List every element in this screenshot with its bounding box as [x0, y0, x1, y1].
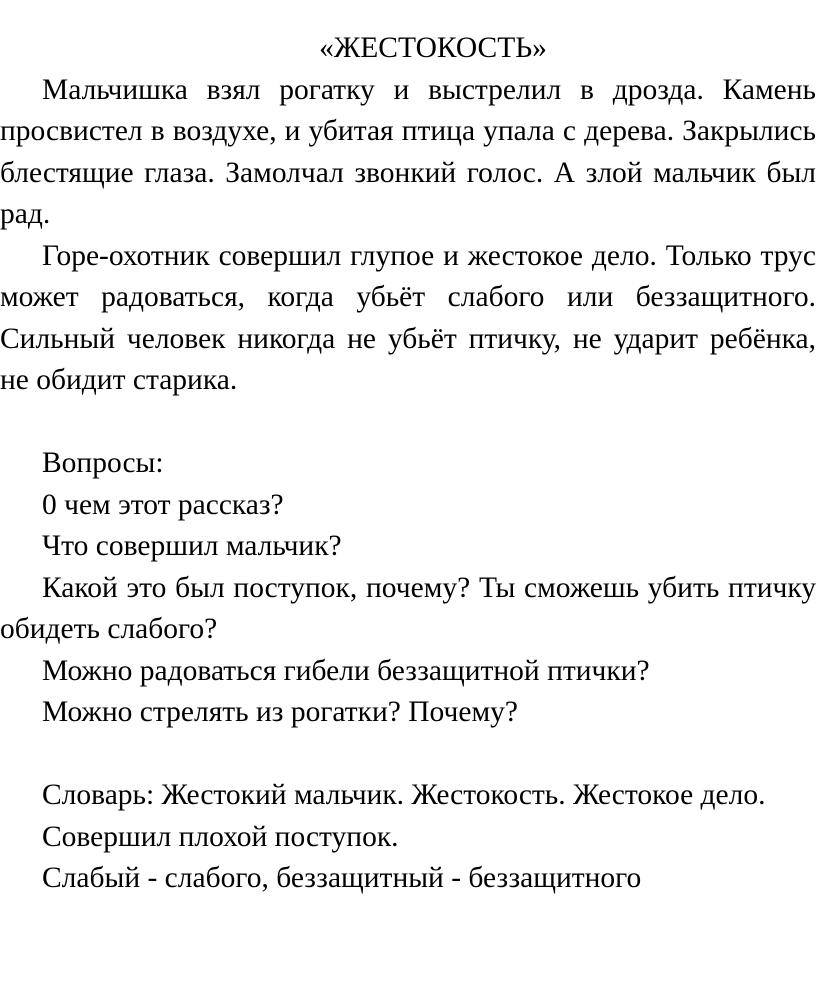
vocabulary-intro: Словарь: Жестокий мальчик. Жестокость. Жестокое дело. — [42, 779, 766, 811]
story-paragraph-2: Горе-охотник совершил глупое и жестокое дело. Только трус может радоваться, когда убьёт слабого или беззащитного. Сильный человек никогда не убьёт птичку, не ударит ребёнка, не обидит старика. — [0, 239, 816, 396]
question-item: Можно стрелять из рогатки? Почему? — [42, 696, 518, 728]
question-item: 0 чем этот рассказ? — [42, 488, 284, 521]
document-title: «ЖЕСТОКОСТЬ» — [319, 32, 547, 64]
vocabulary-line: Слабый - слабого, беззащитный - беззащитного — [42, 862, 642, 894]
questions-heading: Вопросы: — [42, 447, 164, 479]
document-page — [0, 28, 816, 900]
vocabulary-line: Совершил плохой поступок. — [42, 820, 399, 853]
spacer — [0, 734, 816, 776]
story-paragraph-1: Мальчишка взял рогатку и выстрелил в дрозда. Камень просвистел в воздухе, и убитая птица упала с дерева. Закрылись блестящие глаза. Замолчал звонкий голос. А злой мальчик был рад. — [0, 73, 816, 230]
question-item: Можно радоваться гибели беззащитной птички? — [42, 654, 650, 687]
spacer — [0, 402, 816, 444]
question-item: Какой это был поступок, почему? Ты сможешь убить птичку обидеть слабого? — [0, 571, 816, 645]
question-item: Что совершил мальчик? — [42, 530, 342, 562]
